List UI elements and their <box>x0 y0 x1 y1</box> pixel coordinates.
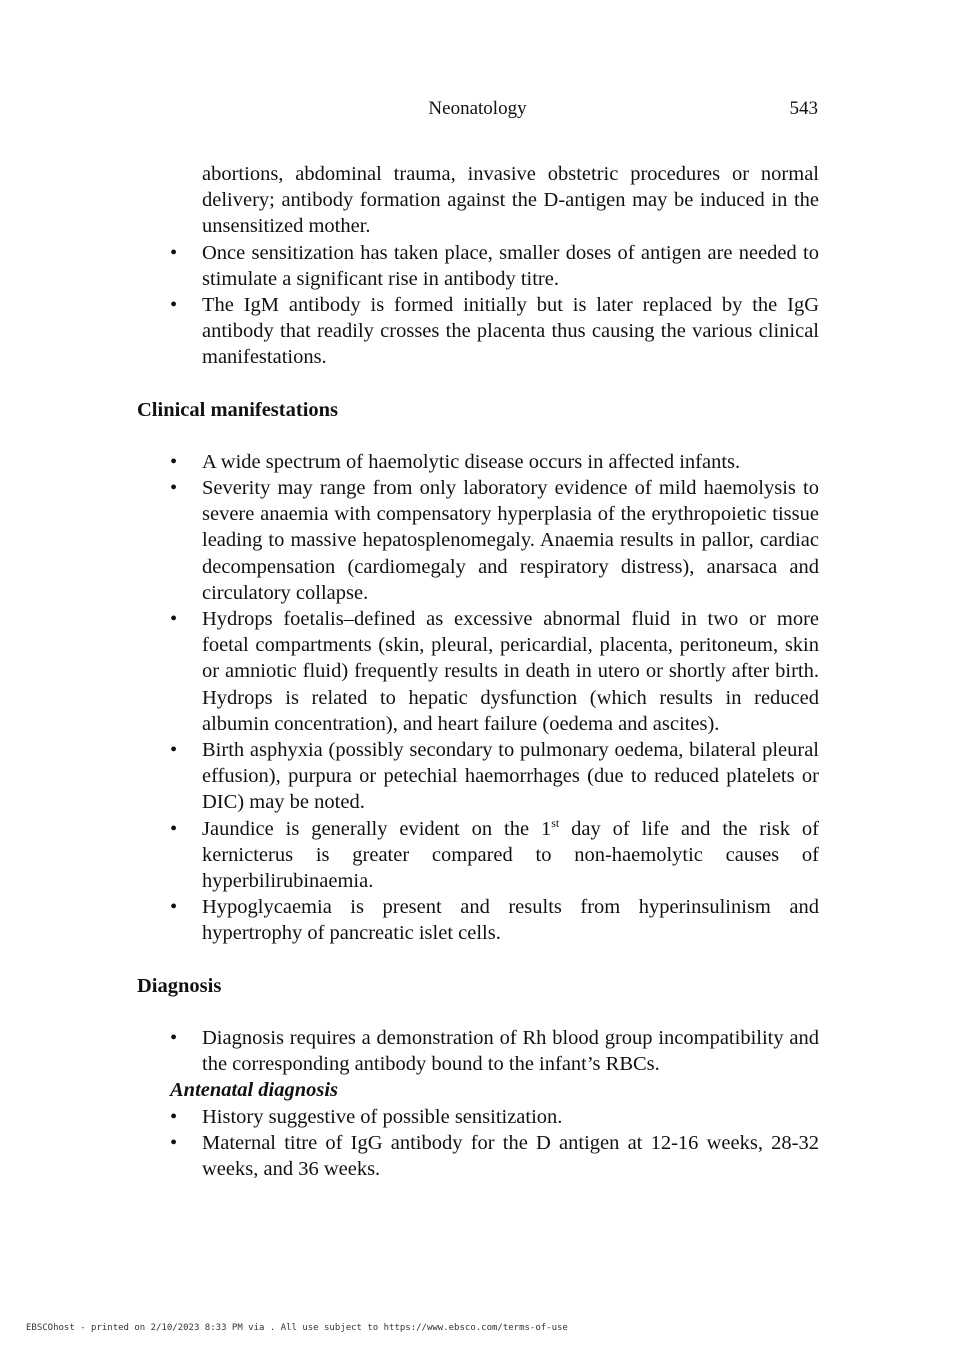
bullet-icon: • <box>170 608 178 631</box>
jaundice-text-before: Jaundice is generally evident on the 1 <box>202 817 552 840</box>
list-item <box>137 292 819 371</box>
bullet-icon: • <box>170 896 178 919</box>
bullet-icon: • <box>170 294 178 317</box>
section-heading-diagnosis: Diagnosis <box>137 974 222 997</box>
list-item-text: Severity may range from only laboratory evidence of mild haemolysis to severe anaemia with compensatory hyperplasia of the erythropoietic tissue leading to massive hepatosplenomegaly. Anaemia results in pallor, cardiac decompensation (cardiomegaly and respiratory distress), anarsaca and circulatory collapse. <box>202 477 819 604</box>
bullet-icon: • <box>170 1026 178 1049</box>
page-number: 543 <box>789 98 818 119</box>
list-item-text: Once sensitization has taken place, smaller doses of antigen are needed to stimulate a significant rise in antibody titre. <box>202 241 819 290</box>
list-item <box>137 816 819 895</box>
list-item <box>137 1025 819 1077</box>
bullet-icon: • <box>170 477 178 500</box>
bullet-icon: • <box>170 1131 178 1154</box>
list-item <box>137 475 819 606</box>
list-item <box>137 737 819 816</box>
continuation-paragraph: abortions, abdominal trauma, invasive obstetric procedures or normal delivery; antibody formation against the D-antigen may be induced in the unsensitized mother. <box>202 163 819 238</box>
list-item-text: Hydrops foetalis–defined as excessive abnormal fluid in two or more foetal compartments (skin, pleural, pericardial, placenta, peritoneum, skin or amniotic fluid) frequently results in death in utero or shortly after birth. Hydrops is related to hepatic dysfunction (which results in reduced albumin concentration), and heart failure (oedema and ascites). <box>202 608 819 735</box>
running-head <box>0 96 955 122</box>
bullet-icon: • <box>170 450 178 473</box>
ordinal-superscript: st <box>551 815 560 830</box>
jaundice-text-after: day of life and the risk of kernicterus is greater compared to non-haemolytic causes of hyperbilirubinaemia. <box>202 817 819 893</box>
list-item <box>137 1104 819 1130</box>
list-item-text: History suggestive of possible sensitization. <box>202 1105 563 1128</box>
list-item <box>137 449 819 475</box>
list-item <box>137 894 819 946</box>
bullet-icon: • <box>170 739 178 762</box>
bullet-icon: • <box>170 241 178 264</box>
list-item-text: Diagnosis requires a demonstration of Rh blood group incompatibility and the corresponding antibody bound to the infant’s RBCs. <box>202 1026 819 1076</box>
antenatal-bullet-list <box>137 1104 819 1183</box>
running-title: Neonatology <box>428 98 527 119</box>
list-item <box>137 240 819 292</box>
list-item-text: A wide spectrum of haemolytic disease occurs in affected infants. <box>202 450 741 473</box>
list-item-text: Birth asphyxia (possibly secondary to pulmonary oedema, bilateral pleural effusion), purpura or petechial haemorrhages (due to reduced platelets or DIC) may be noted. <box>202 739 819 814</box>
clinical-bullet-list <box>137 449 819 947</box>
section-heading-clinical-manifestations: Clinical manifestations <box>137 398 339 421</box>
list-item-text: Maternal titre of IgG antibody for the D antigen at 12-16 weeks, 28-32 weeks, and 36 weeks. <box>202 1131 819 1180</box>
list-item-text: Hypoglycaemia is present and results from hyperinsulinism and hypertrophy of pancreatic islet cells. <box>202 896 819 945</box>
print-footer: EBSCOhost - printed on 2/10/2023 8:33 PM via . All use subject to https://www.ebsco.com/terms-of-use <box>26 1323 568 1333</box>
list-item <box>137 606 819 737</box>
list-item <box>137 1130 819 1182</box>
intro-bullet-list <box>137 240 819 371</box>
list-item-text: The IgM antibody is formed initially but is later replaced by the IgG antibody that readily crosses the placenta thus causing the various clinical manifestations. <box>202 294 819 369</box>
bullet-icon: • <box>170 817 178 840</box>
bullet-icon: • <box>170 1105 178 1128</box>
subheading-antenatal-diagnosis: Antenatal diagnosis <box>170 1079 339 1102</box>
diagnosis-bullet-list <box>137 1025 819 1077</box>
page-body <box>137 161 819 1182</box>
